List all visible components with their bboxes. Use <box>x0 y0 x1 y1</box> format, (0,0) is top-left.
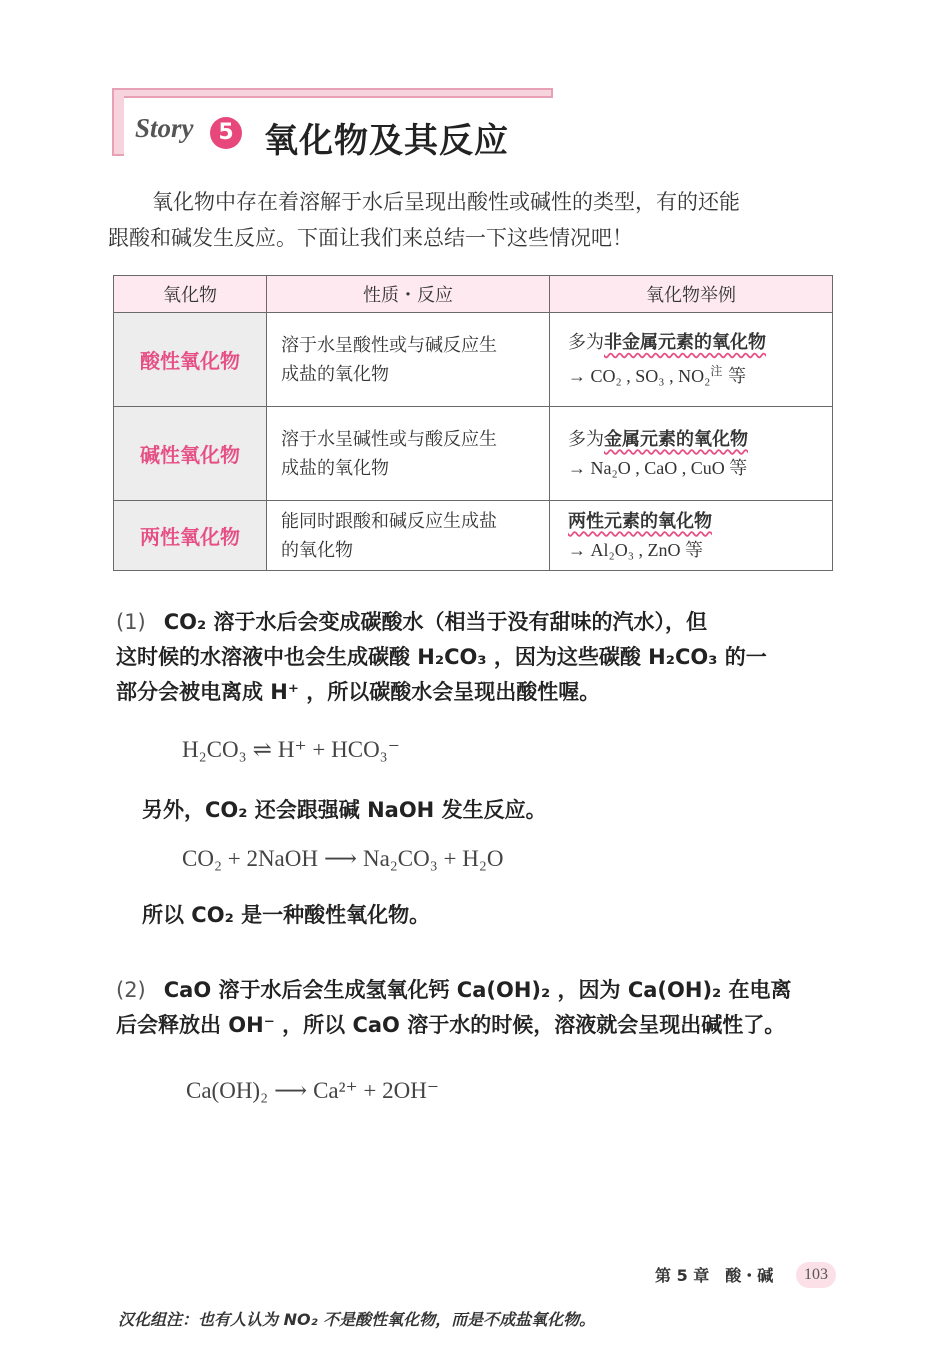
equation-left: H₂CO₃ <box>182 737 247 762</box>
equation-right: H⁺ + HCO₃⁻ <box>277 737 400 762</box>
reaction-arrow-icon: ⟶ <box>323 846 357 871</box>
equation-co2-naoh <box>182 846 503 872</box>
chapter-label: 第 5 章 酸・碱 <box>655 1266 774 1285</box>
example-prefix: 多为 <box>568 332 604 353</box>
property-line: 成盐的氧化物 <box>281 457 389 479</box>
section-1-note: 另外，CO₂ 还会跟强碱 NaOH 发生反应。 <box>142 798 547 822</box>
property-line: 溶于水呈碱性或与酸反应生 <box>281 428 497 450</box>
table-header: 性质・反应 <box>267 276 550 313</box>
example-highlight: 两性元素的氧化物 <box>568 510 712 532</box>
table-header-row <box>114 276 833 313</box>
intro-line-1: 氧化物中存在着溶解于水后呈现出酸性或碱性的类型，有的还能 <box>152 190 740 214</box>
equilibrium-arrow-icon: ⇌ <box>252 737 272 762</box>
page-title: 氧化物及其反应 <box>264 121 509 161</box>
section-number: (2) <box>116 978 146 1002</box>
property-line: 溶于水呈酸性或与碱反应生 <box>281 334 497 356</box>
equation-caoh2-ionization <box>186 1078 439 1104</box>
row-example <box>550 501 833 571</box>
example-highlight: 非金属元素的氧化物 <box>604 332 766 353</box>
row-property <box>267 501 550 571</box>
row-example <box>550 407 833 501</box>
example-highlight: 金属元素的氧化物 <box>604 428 748 450</box>
equation-carbonic-ionization <box>182 737 400 763</box>
table-header: 氧化物 <box>114 276 267 313</box>
section-1-line: 这时候的水溶液中也会生成碳酸 H₂CO₃ ，因为这些碳酸 H₂CO₃ 的一 <box>116 645 767 669</box>
property-line: 能同时跟酸和碱反应生成盐 <box>281 510 497 532</box>
section-2-line: 后会释放出 OH⁻ ，所以 CaO 溶于水的时候，溶液就会呈现出碱性了。 <box>116 1013 786 1037</box>
property-line: 成盐的氧化物 <box>281 363 389 385</box>
section-1-line: CO₂ 溶于水后会变成碳酸水（相当于没有甜味的汽水），但 <box>163 610 708 634</box>
section-2-line: CaO 溶于水后会生成氢氧化钙 Ca(OH)₂ ，因为 Ca(OH)₂ 在电离 <box>163 978 792 1002</box>
row-example <box>550 313 833 407</box>
section-number: (1) <box>116 610 146 634</box>
table-row <box>114 407 833 501</box>
story-label: Story <box>135 113 194 143</box>
example-suffix: 等 <box>722 366 747 387</box>
equation-left: CO₂ + 2NaOH <box>182 846 318 871</box>
section-1-conclusion: 所以 CO₂ 是一种酸性氧化物。 <box>142 903 431 927</box>
table-row <box>114 313 833 407</box>
row-property <box>267 313 550 407</box>
intro-line-2: 跟酸和碱发生反应。下面让我们来总结一下这些情况吧！ <box>108 226 633 250</box>
equation-right: Ca²⁺ + 2OH⁻ <box>313 1078 440 1103</box>
row-name: 碱性氧化物 <box>114 407 267 501</box>
example-formulas: → CO₂ , SO₃ , NO₂ <box>568 366 711 386</box>
row-name: 酸性氧化物 <box>114 313 267 407</box>
example-prefix: 多为 <box>568 428 604 450</box>
equation-left: Ca(OH)₂ <box>186 1078 269 1103</box>
section-1-line: 部分会被电离成 H⁺ ，所以碳酸水会呈现出酸性喔。 <box>116 680 601 704</box>
table-header: 氧化物举例 <box>550 276 833 313</box>
example-formulas: → Al₂O₃ , ZnO 等 <box>568 539 704 560</box>
page-number: 103 <box>796 1262 836 1288</box>
intro-paragraph <box>108 184 848 256</box>
section-2-paragraph <box>116 973 846 1043</box>
example-formulas: → Na₂O , CaO , CuO 等 <box>568 457 748 478</box>
translator-footnote: 汉化组注：也有人认为 NO₂ 不是酸性氧化物，而是不成盐氧化物。 <box>118 1310 596 1329</box>
story-number-badge: 5 <box>210 117 242 149</box>
note-mark: 注 <box>710 364 723 378</box>
property-line: 的氧化物 <box>281 539 353 561</box>
equation-right: Na₂CO₃ + H₂O <box>362 846 504 871</box>
section-1-paragraph <box>116 605 846 710</box>
table-row <box>114 501 833 571</box>
row-property <box>267 407 550 501</box>
oxide-table <box>113 275 833 571</box>
reaction-arrow-icon: ⟶ <box>274 1078 308 1103</box>
row-name: 两性氧化物 <box>114 501 267 571</box>
